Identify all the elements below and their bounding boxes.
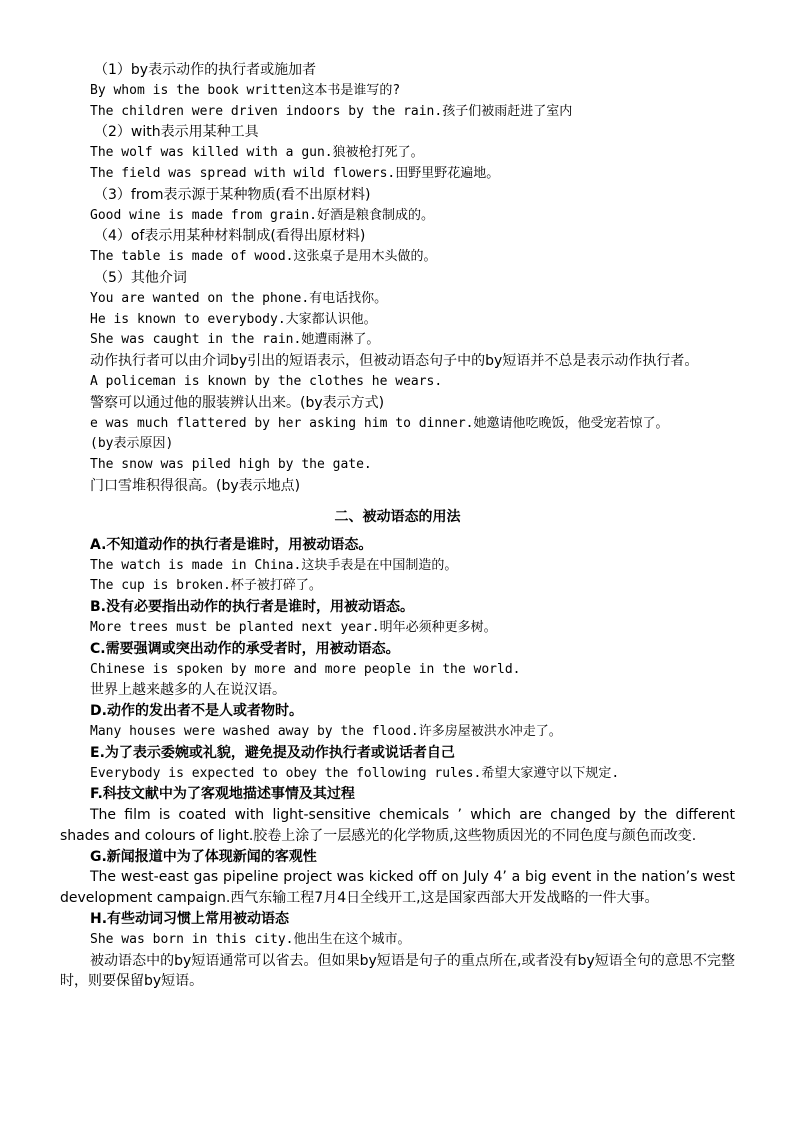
explanation-paragraph: 动作执行者可以由介词by引出的短语表示，但被动语态句子中的by短语并不总是表示动作执行者。 [90, 353, 699, 370]
usage-rule-g: G.新闻报道中为了体现新闻的客观性 [90, 848, 317, 865]
usage-rule-b: B.没有必要指出动作的执行者是谁时，用被动语态。 [90, 599, 414, 616]
example-sentence: She was caught in the rain.她遭雨淋了。 [90, 332, 380, 348]
usage-rule-c: C.需要强调或突出动作的承受者时，用被动语态。 [90, 640, 400, 657]
example-note: (by表示原因) [90, 436, 174, 452]
example-translation: 世界上越来越多的人在说汉语。 [90, 682, 286, 699]
usage-rule-a: A.不知道动作的执行者是谁时，用被动语态。 [90, 536, 373, 553]
example-sentence: Chinese is spoken by more and more people in the world. [90, 661, 521, 677]
usage-item-5: （5）其他介词 [94, 269, 187, 286]
usage-item-2: （2）with表示用某种工具 [94, 124, 259, 141]
document-page [60, 60, 735, 992]
section-heading: 二、被动语态的用法 [334, 508, 461, 525]
usage-rule-h: H.有些动词习惯上常用被动语态 [90, 911, 290, 928]
example-sentence: Everybody is expected to obey the following rules.希望大家遵守以下规定. [90, 765, 620, 781]
example-sentence: A policeman is known by the clothes he wears. [90, 373, 443, 389]
example-paragraph: The west-east gas pipeline project was kicked off on July 4’ a big event in the nation’s west development campaign.西气东输工程7月4日全线开工,这是国家西部大开发战略的一件大事。 [60, 869, 735, 907]
usage-item-3: （3）from表示源于某种物质(看不出原材料) [94, 186, 371, 203]
example-sentence: By whom is the book written这本书是谁写的? [90, 82, 401, 98]
example-translation: 警察可以通过他的服装辨认出来。(by表示方式) [90, 394, 385, 411]
example-sentence: The table is made of wood.这张桌子是用木头做的。 [90, 249, 437, 265]
example-sentence: More trees must be planted next year.明年必须种更多树。 [90, 619, 497, 635]
example-sentence: The wolf was killed with a gun.狼被枪打死了。 [90, 145, 424, 161]
example-sentence: The watch is made in China.这块手表是在中国制造的。 [90, 557, 458, 573]
example-translation: 门口雪堆积得很高。(by表示地点) [90, 477, 301, 494]
example-sentence: e was much flattered by her asking him to dinner.她邀请他吃晚饭，他受宠若惊了。 [90, 415, 669, 431]
example-sentence: Many houses were washed away by the flood.许多房屋被洪水冲走了。 [90, 723, 562, 739]
example-paragraph: The film is coated with light-sensitive chemicals ’ which are changed by the different shades and colours of light.胶卷上涂了一层感光的化学物质,这些物质因光的不同色度与颜色而改变. [60, 807, 735, 844]
usage-item-1: （1）by表示动作的执行者或施加者 [94, 62, 317, 78]
closing-paragraph: 被动语态中的by短语通常可以省去。但如果by短语是句子的重点所在,或者没有by短语全句的意思不完整时，则要保留by短语。 [60, 952, 735, 990]
example-sentence: The snow was piled high by the gate. [90, 457, 372, 473]
usage-rule-e: E.为了表示委婉或礼貌，避免提及动作执行者或说话者自己 [90, 744, 455, 761]
usage-rule-f: F.科技文献中为了客观地描述事情及其过程 [90, 786, 355, 803]
example-sentence: You are wanted on the phone.有电话找你。 [90, 290, 388, 306]
usage-item-4: （4）of表示用某种材料制成(看得出原材料) [94, 228, 366, 245]
example-sentence: The field was spread with wild flowers.田野里野花遍地。 [90, 165, 500, 181]
example-sentence: The cup is broken.杯子被打碎了。 [90, 578, 322, 594]
example-sentence: She was born in this city.他出生在这个城市。 [90, 931, 411, 947]
example-sentence: He is known to everybody.大家都认识他。 [90, 311, 377, 327]
example-sentence: Good wine is made from grain.好酒是粮食制成的。 [90, 207, 434, 223]
usage-rule-d: D.动作的发出者不是人或者物时。 [90, 703, 303, 720]
example-sentence: The children were driven indoors by the rain.孩子们被雨赶进了室内 [90, 103, 573, 119]
